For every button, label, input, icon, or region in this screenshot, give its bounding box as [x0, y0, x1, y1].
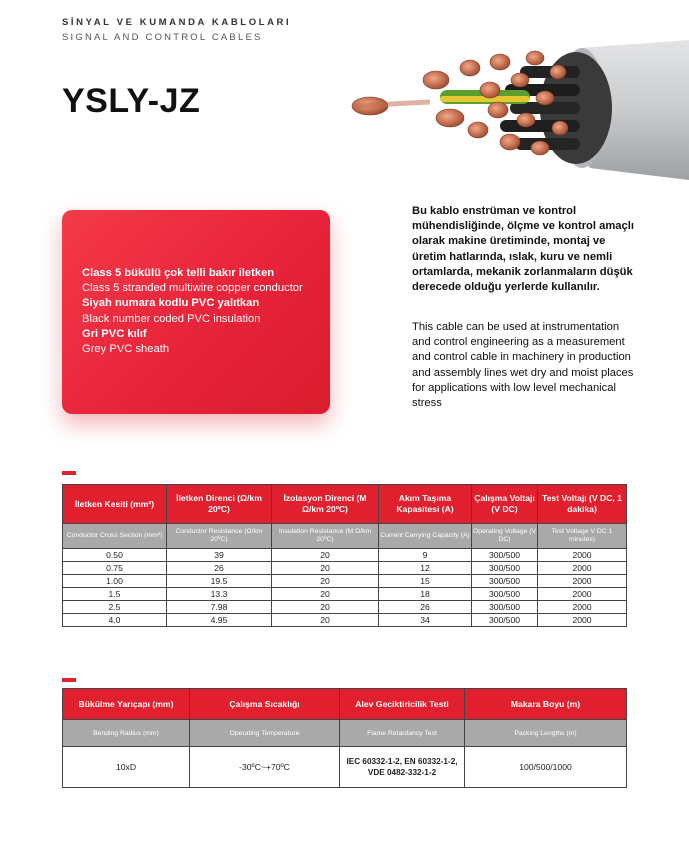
- table-cell: 300/500: [472, 588, 538, 601]
- construction-card: [62, 210, 330, 414]
- header-conductor-resistance: İletken Direnci (Ω/km 20ºC): [167, 485, 272, 524]
- subheader-flame-test: Flame Retardancy Test: [340, 720, 465, 747]
- subheader-bending-radius: Bending Radius (mm): [63, 720, 190, 747]
- table-header-row-en: [63, 524, 627, 549]
- table-cell: 19.5: [167, 575, 272, 588]
- table-header-row-tr: [63, 689, 627, 720]
- header-test-voltage: Test Voltajı (V DC, 1 dakika): [538, 485, 627, 524]
- table-cell: 1.5: [63, 588, 167, 601]
- table-cell: 300/500: [472, 562, 538, 575]
- table-cell: 100/500/1000: [465, 747, 627, 788]
- header-operating-temperature: Çalışma Sıcaklığı: [190, 689, 340, 720]
- description-en: This cable can be used at instrumentation and control engineering as a measurement and control cable in machinery in production and assembly lines wet dry and moist places for applications with low level mechanical stress: [412, 321, 634, 410]
- table-row: [63, 601, 627, 614]
- table-row: [63, 575, 627, 588]
- table-cell: 300/500: [472, 575, 538, 588]
- table-row: [63, 614, 627, 627]
- table-cell: 300/500: [472, 601, 538, 614]
- table-cell: IEC 60332-1-2, EN 60332-1-2, VDE 0482-332-1-2: [340, 747, 465, 788]
- construction-list: [82, 266, 303, 357]
- category-title-tr: SİNYAL VE KUMANDA KABLOLARI: [62, 17, 292, 28]
- table-cell: 0.75: [63, 562, 167, 575]
- header-packing-length: Makara Boyu (m): [465, 689, 627, 720]
- subheader-current-capacity: Current Carrying Capacity (A): [379, 524, 472, 549]
- table-cell: 1.00: [63, 575, 167, 588]
- construction-line-sheath-tr: Gri PVC kılıf: [82, 327, 147, 340]
- table-cell: 26: [167, 562, 272, 575]
- category-title-en: SIGNAL AND CONTROL CABLES: [62, 32, 263, 43]
- table-cell: 4.95: [167, 614, 272, 627]
- table-row: [63, 747, 627, 788]
- header-insulation-resistance: İzolasyon Direnci (M Ω/km 20ºC): [272, 485, 379, 524]
- header-bending-radius: Bükülme Yarıçapı (mm): [63, 689, 190, 720]
- construction-line-sheath-en: Grey PVC sheath: [82, 343, 170, 356]
- table-cell: -30ºC~+70ºC: [190, 747, 340, 788]
- table-cell: 39: [167, 549, 272, 562]
- table-cell: 20: [272, 562, 379, 575]
- construction-line-conductor-en: Class 5 stranded multiwire copper conductor: [82, 282, 303, 295]
- table-cell: 300/500: [472, 549, 538, 562]
- subheader-conductor-section: Conductor Cross Section (mm²): [63, 524, 167, 549]
- table-cell: 20: [272, 588, 379, 601]
- section-marker-electrical: [62, 471, 76, 475]
- cable-image: [350, 40, 689, 180]
- table-cell: 2000: [538, 601, 627, 614]
- construction-line-insulation-en: Black number coded PVC insulation: [82, 312, 261, 325]
- table-cell: 26: [379, 601, 472, 614]
- table-cell: 12: [379, 562, 472, 575]
- table-cell: 0.50: [63, 549, 167, 562]
- table-cell: 2000: [538, 614, 627, 627]
- table-cell: 2000: [538, 588, 627, 601]
- header-current-capacity: Akım Taşıma Kapasitesi (A): [379, 485, 472, 524]
- construction-line-conductor-tr: Class 5 bükülü çok telli bakır iletken: [82, 267, 275, 279]
- construction-line-insulation-tr: Siyah numara kodlu PVC yalıtkan: [82, 297, 260, 310]
- subheader-conductor-resistance: Conductor Resistance (Ω/km 20ºC): [167, 524, 272, 549]
- table-cell: 9: [379, 549, 472, 562]
- header-operating-voltage: Çalışma Voltajı (V DC): [472, 485, 538, 524]
- table-cell: 2.5: [63, 601, 167, 614]
- table-cell: 10xD: [63, 747, 190, 788]
- header-flame-test: Alev Geciktiricilik Testi: [340, 689, 465, 720]
- subheader-insulation-resistance: Insulation Resistance (M Ω/km 20ºC): [272, 524, 379, 549]
- table-header-row-tr: [63, 485, 627, 524]
- table-cell: 34: [379, 614, 472, 627]
- table-cell: 4.0: [63, 614, 167, 627]
- description-tr: Bu kablo enstrüman ve kontrol mühendisliğinde, ölçme ve kontrol amaçlı olarak makine üretiminde, montaj ve üretim hatlarında, ıslak, kuru ve nemli ortamlarda, mekanik zorlanmaların düşük derecede olduğu yerlerde kullanılır.: [412, 205, 634, 294]
- table-header-row-en: [63, 720, 627, 747]
- table-cell: 18: [379, 588, 472, 601]
- table-cell: 20: [272, 601, 379, 614]
- subheader-packing-length: Packing Lengths (m): [465, 720, 627, 747]
- table-cell: 7.98: [167, 601, 272, 614]
- electrical-properties-table: [62, 484, 627, 627]
- product-title: YSLY-JZ: [62, 82, 201, 120]
- table-cell: 15: [379, 575, 472, 588]
- table-cell: 2000: [538, 575, 627, 588]
- table-cell: 20: [272, 575, 379, 588]
- table-row: [63, 562, 627, 575]
- header-conductor-section: İletken Kesiti (mm²): [63, 485, 167, 524]
- table-cell: 13.3: [167, 588, 272, 601]
- subheader-test-voltage: Test Voltage V DC 1 minutes): [538, 524, 627, 549]
- subheader-operating-voltage: Operating Voltage (V DC): [472, 524, 538, 549]
- table-cell: 300/500: [472, 614, 538, 627]
- table-cell: 2000: [538, 562, 627, 575]
- subheader-operating-temperature: Operating Temperature: [190, 720, 340, 747]
- mechanical-properties-table: [62, 688, 627, 788]
- table-cell: 20: [272, 549, 379, 562]
- table-row: [63, 588, 627, 601]
- table-row: [63, 549, 627, 562]
- table-cell: 2000: [538, 549, 627, 562]
- table-cell: 20: [272, 614, 379, 627]
- section-marker-mechanical: [62, 678, 76, 682]
